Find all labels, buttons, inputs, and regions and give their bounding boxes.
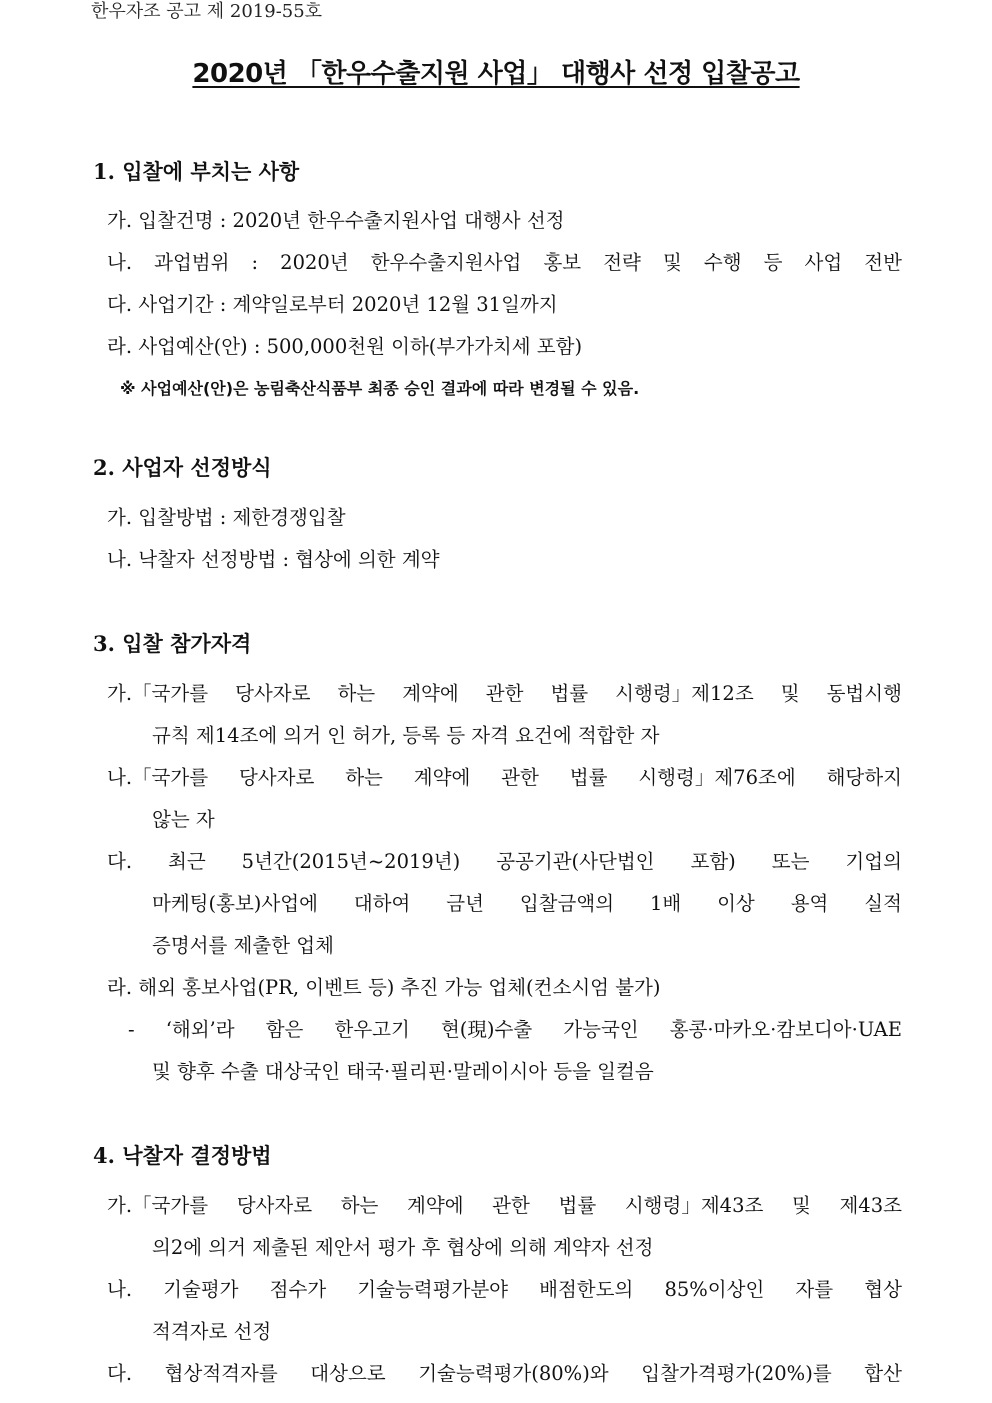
word: 용역	[790, 892, 829, 915]
word: 관한	[485, 682, 524, 705]
section-1-item-da: 다. 사업기간 : 계약일로부터 2020년 12월 31일까지	[107, 293, 558, 316]
section-2-item-na: 나. 낙찰자 선정방법 : 협상에 의한 계약	[107, 548, 440, 571]
word: 또는	[771, 850, 810, 873]
section-4-item-na-line-1	[107, 1276, 902, 1304]
word: 과업범위	[154, 251, 230, 274]
word: 공공기관(사단법인	[496, 850, 655, 873]
word: 5년간(2015년~2019년)	[241, 850, 461, 873]
word: 시행령」제12조	[615, 682, 754, 705]
word: 배점한도의	[539, 1278, 634, 1301]
section-3-item-na-line-1	[107, 764, 902, 792]
word: 하는	[345, 766, 383, 789]
word: 동법시행	[826, 682, 902, 705]
word: 대상으로	[310, 1362, 386, 1385]
word: 점수가	[269, 1278, 327, 1301]
word: 함은	[265, 1018, 304, 1041]
word: 1배	[649, 892, 682, 915]
word: 하는	[337, 682, 376, 705]
word: 자를	[795, 1278, 834, 1301]
word: 나.	[107, 251, 133, 274]
word: 마케팅(홍보)사업에	[152, 892, 318, 915]
word: 한우수출지원사업	[370, 251, 522, 274]
overseas-definition-line-1	[128, 1016, 902, 1044]
section-4-item-ga-line-2: 의2에 의거 제출된 제안서 평가 후 협상에 의해 계약자 선정	[152, 1236, 654, 1259]
section-heading-2: 2. 사업자 선정방식	[93, 455, 272, 480]
word: 협상적격자를	[164, 1362, 278, 1385]
word: 전반	[864, 251, 902, 274]
word: 관한	[501, 766, 539, 789]
word: 나.	[107, 1278, 133, 1301]
word: 관한	[492, 1194, 530, 1217]
section-3-item-da-line-1	[107, 848, 902, 876]
word: 기술평가	[163, 1278, 239, 1301]
word: 이상	[717, 892, 755, 915]
word: 및	[662, 251, 682, 274]
word: 법률	[558, 1194, 597, 1217]
word: 2020년	[280, 251, 349, 274]
section-heading-1: 1. 입찰에 부치는 사항	[93, 159, 300, 184]
word: 해당하지	[826, 766, 902, 789]
document-title-text: 2020년 「한우수출지원 사업」 대행사 선정 입찰공고	[192, 59, 800, 89]
word: 시행령」제43조	[624, 1194, 764, 1217]
word: 홍콩·마카오·캄보디아·UAE	[669, 1018, 902, 1041]
word: 및	[791, 1194, 811, 1217]
section-3-item-ga-line-1	[107, 680, 902, 708]
word: 합산	[864, 1362, 902, 1385]
word: :	[251, 251, 259, 274]
overseas-definition-line-2: 및 향후 수출 대상국인 태국·필리핀·말레이시아 등을 일컬음	[152, 1060, 654, 1083]
word: 입찰가격평가(20%)를	[641, 1362, 832, 1385]
word: 법률	[569, 766, 608, 789]
word: 포함)	[690, 850, 736, 873]
section-4-item-da-line-1	[107, 1360, 902, 1388]
word: 나.「국가를	[107, 766, 209, 789]
section-3-item-na-line-2: 않는 자	[152, 808, 215, 831]
word: 대하여	[353, 892, 411, 915]
word: 실적	[864, 892, 902, 915]
section-2-item-ga: 가. 입찰방법 : 제한경쟁입찰	[107, 506, 346, 529]
word: 전략	[603, 251, 641, 274]
word: 법률	[550, 682, 589, 705]
section-4-item-ga-line-1	[107, 1192, 902, 1220]
word: 최근	[168, 850, 206, 873]
section-heading-4: 4. 낙찰자 결정방법	[93, 1143, 272, 1168]
word: 금년	[446, 892, 484, 915]
section-3-item-da-line-3: 증명서를 제출한 업체	[152, 934, 334, 957]
word: 협상	[864, 1278, 902, 1301]
document-title	[0, 56, 992, 92]
section-3-item-ga-line-2: 규칙 제14조에 의거 인 허가, 등록 등 자격 요건에 적합한 자	[152, 724, 660, 747]
word: 당사자로	[236, 1194, 313, 1217]
word: 계약에	[413, 766, 471, 789]
section-3-item-ra-line-1: 라. 해외 홍보사업(PR, 이벤트 등) 추진 가능 업체(컨소시엄 불가)	[107, 976, 661, 999]
word: 다.	[107, 1362, 133, 1385]
section-1-item-na	[107, 249, 902, 277]
word: 가.「국가를	[107, 1194, 209, 1217]
word: 다.	[107, 850, 133, 873]
word: 제43조	[839, 1194, 902, 1217]
word: 가.「국가를	[107, 682, 209, 705]
word: 가능국인	[563, 1018, 639, 1041]
word: 하는	[340, 1194, 379, 1217]
word: 계약에	[402, 682, 459, 705]
section-4-item-na-line-2: 적격자로 선정	[152, 1320, 272, 1343]
word: 당사자로	[238, 766, 315, 789]
section-3-item-da-line-2	[152, 890, 902, 918]
word: 계약에	[407, 1194, 464, 1217]
section-heading-3: 3. 입찰 참가자격	[93, 631, 252, 656]
word: 기업의	[845, 850, 902, 873]
word: ‘해외’라	[165, 1018, 235, 1041]
word: 85%이상인	[664, 1278, 765, 1301]
document-number: 한우자조 공고 제 2019-55호	[91, 1, 323, 22]
word: -	[128, 1018, 135, 1041]
word: 시행령」제76조에	[638, 766, 796, 789]
word: 기술능력평가분야	[357, 1278, 508, 1301]
word: 수행	[703, 251, 742, 274]
word: 현(現)수출	[440, 1018, 533, 1041]
word: 기술능력평가(80%)와	[418, 1362, 609, 1385]
word: 한우고기	[334, 1018, 410, 1041]
section-1-item-ga: 가. 입찰건명 : 2020년 한우수출지원사업 대행사 선정	[107, 209, 565, 232]
word: 및	[780, 682, 800, 705]
word: 사업	[804, 251, 843, 274]
word: 등	[763, 251, 783, 274]
section-1-item-ra: 라. 사업예산(안) : 500,000천원 이하(부가가치세 포함)	[107, 335, 583, 358]
word: 홍보	[543, 251, 582, 274]
word: 입찰금액의	[519, 892, 615, 915]
word: 당사자로	[235, 682, 311, 705]
budget-note: ※ 사업예산(안)은 농림축산식품부 최종 승인 결과에 따라 변경될 수 있음.	[120, 379, 640, 398]
